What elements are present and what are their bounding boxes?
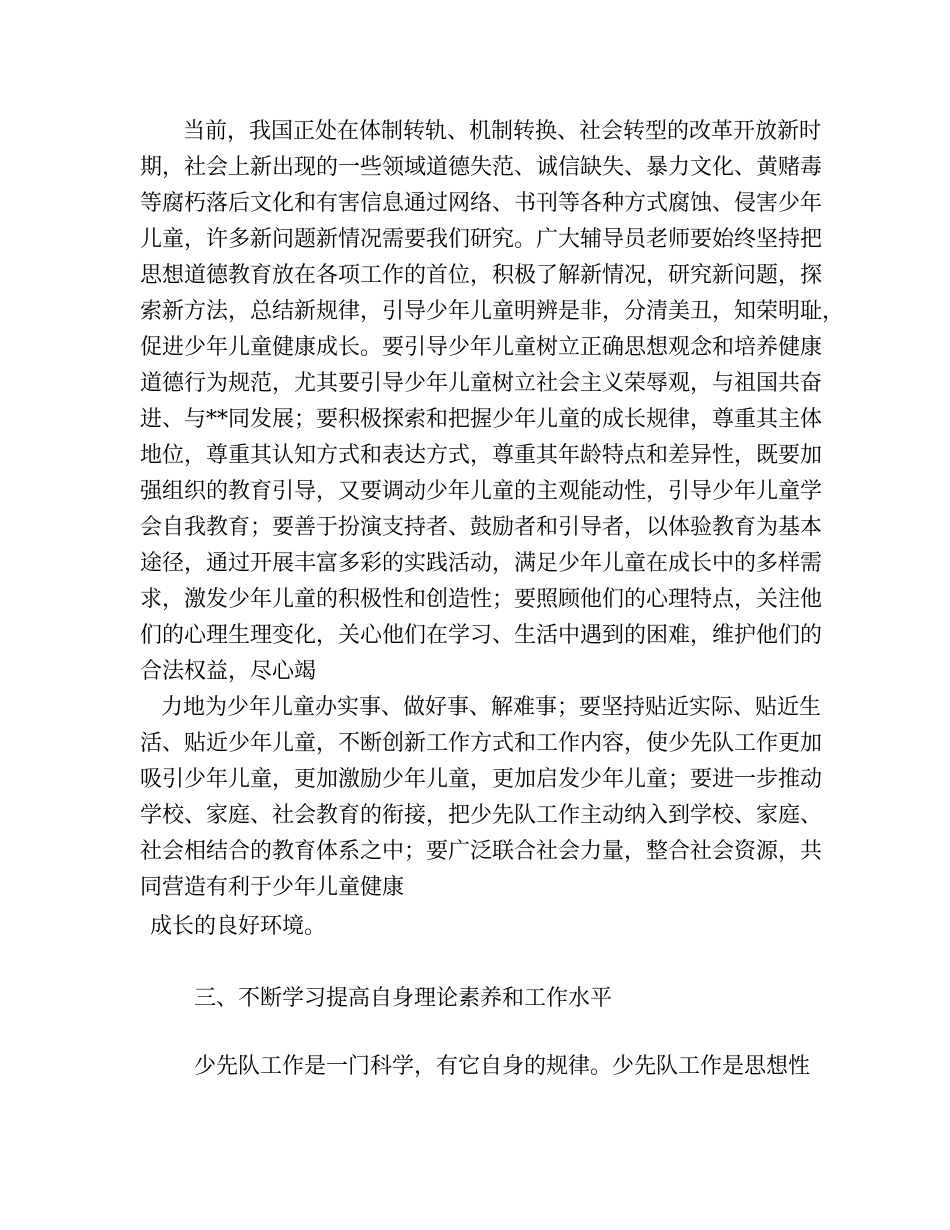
text-line: 儿童，许多新问题新情况需要我们研究。广大辅导员老师要始终坚持把: [140, 227, 823, 252]
text-line: 进、与**同发展；要积极探索和把握少年儿童的成长规律，尊重其主体: [140, 407, 823, 432]
text-line: 道德行为规范，尤其要引导少年儿童树立社会主义荣辱观，与祖国共奋: [140, 371, 823, 396]
text-line: 学校、家庭、社会教育的衔接，把少先队工作主动纳入到学校、家庭、: [140, 803, 823, 828]
text-line: 地位，尊重其认知方式和表达方式，尊重其年龄特点和差异性，既要加: [140, 443, 823, 468]
text-line: 成长的良好环境。: [150, 914, 327, 939]
text-line: 期，社会上新出现的一些领域道德失范、诚信缺失、暴力文化、黄赌毒: [140, 155, 823, 180]
text-line: 当前，我国正处在体制转轨、机制转换、社会转型的改革开放新时: [183, 119, 822, 144]
text-line: 活、贴近少年儿童，不断创新工作方式和工作内容，使少先队工作更加: [140, 731, 823, 756]
text-line: 社会相结合的教育体系之中；要广泛联合社会力量，整合社会资源，共: [140, 839, 823, 864]
text-line: 等腐朽落后文化和有害信息通过网络、书刊等各种方式腐蚀、侵害少年: [140, 191, 823, 216]
text-line: 求，激发少年儿童的积极性和创造性；要照顾他们的心理特点，关注他: [140, 587, 823, 612]
text-line: 同营造有利于少年儿童健康: [140, 875, 405, 900]
text-line: 思想道德教育放在各项工作的首位，积极了解新情况，研究新问题，探: [140, 263, 823, 288]
text-line: 们的心理生理变化，关心他们在学习、生活中遇到的困难，维护他们的: [140, 623, 823, 648]
text-line: 会自我教育；要善于扮演支持者、鼓励者和引导者，以体验教育为基本: [140, 515, 823, 540]
text-line: 途径，通过开展丰富多彩的实践活动，满足少年儿童在成长中的多样需: [140, 551, 823, 576]
text-line: 强组织的教育引导，又要调动少年儿童的主观能动性，引导少年儿童学: [140, 479, 823, 504]
text-line: 力地为少年儿童办实事、做好事、解难事；要坚持贴近实际、贴近生: [161, 695, 822, 720]
text-line: 索新方法，总结新规律，引导少年儿童明辨是非，分清美丑，知荣明耻，: [140, 299, 845, 324]
text-line: 促进少年儿童健康成长。要引导少年儿童树立正确思想观念和培养健康: [140, 335, 823, 360]
text-line: 少先队工作是一门科学，有它自身的规律。少先队工作是思想性: [194, 1054, 811, 1079]
text-line: 合法权益，尽心竭: [140, 659, 317, 684]
section-heading: 三、不断学习提高自身理论素养和工作水平: [194, 986, 613, 1011]
text-line: 吸引少年儿童，更加激励少年儿童，更加启发少年儿童；要进一步推动: [140, 767, 823, 792]
